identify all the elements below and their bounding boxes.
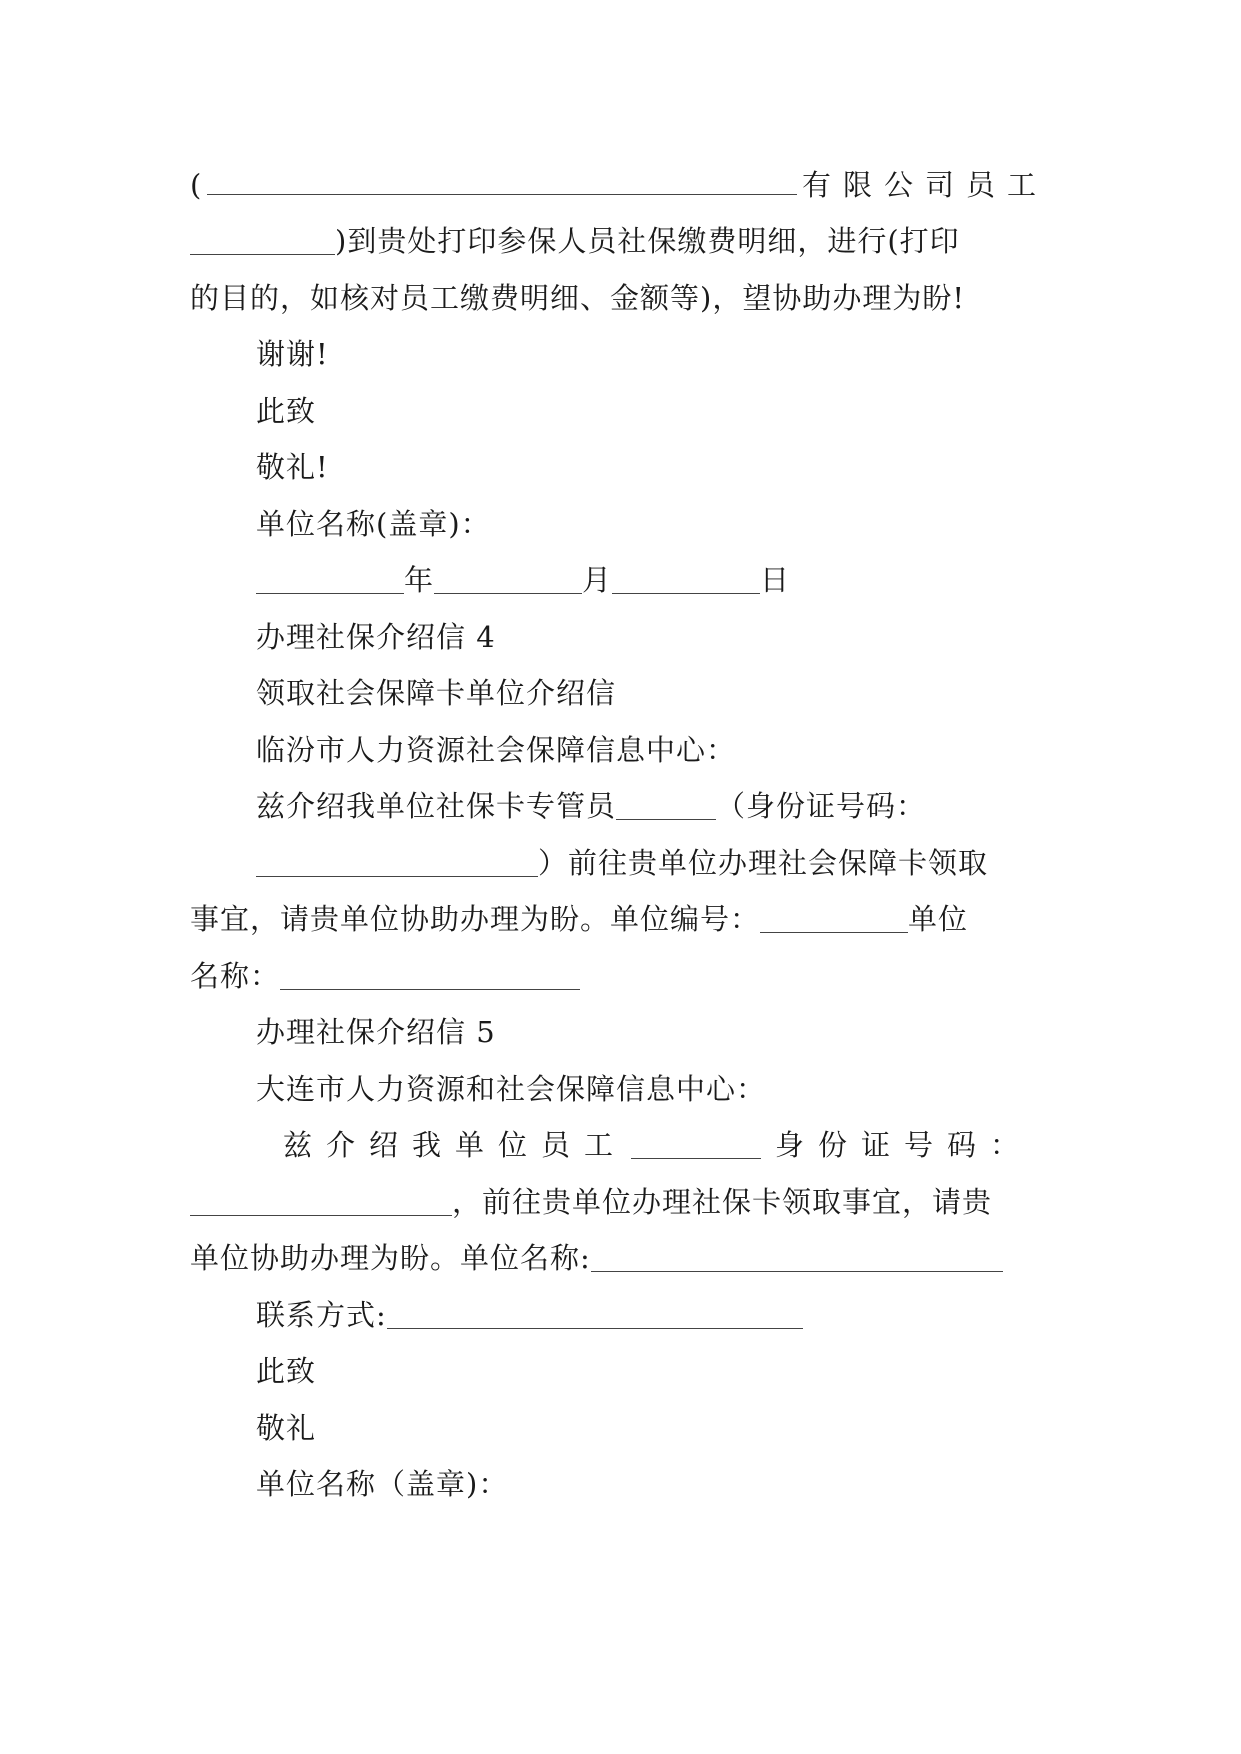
contact-blank <box>387 1298 803 1329</box>
unit-code-blank <box>760 902 908 933</box>
purpose-detail-text: 的目的，如核对员工缴费明细、金额等)，望协助办理为盼! <box>190 281 965 315</box>
letter-4-line-3 <box>190 897 1048 941</box>
letter-4-purpose-text: ）前往贵单位办理社会保障卡领取 <box>538 846 989 880</box>
open-paren: ( <box>190 168 203 202</box>
date-line <box>256 558 1048 602</box>
closing-salutation-1: 此致 <box>256 394 317 428</box>
day-label: 日 <box>760 563 791 597</box>
letter-5-line-3 <box>190 1236 1048 1280</box>
unit-seal-label-1: 单位名称(盖章)： <box>256 507 491 541</box>
letter-4-line-4 <box>190 954 1048 998</box>
company-suffix-text: 有限公司员工 <box>801 168 1048 202</box>
unit-name-label: 名称： <box>190 959 281 993</box>
letter-4-line-1 <box>256 784 1048 828</box>
letter-5-line-2 <box>190 1180 1048 1224</box>
letter-5-purpose-text: ，前往贵单位办理社保卡领取事宜，请贵 <box>452 1185 993 1219</box>
id-number-blank-2 <box>190 1185 452 1216</box>
closing-regards-1: 敬礼! <box>256 450 329 484</box>
contact-label: 联系方式: <box>256 1298 387 1332</box>
id-number-blank <box>256 846 538 877</box>
contact-line <box>256 1293 1048 1337</box>
unit-name-blank <box>280 959 580 990</box>
section-title-4: 办理社保介绍信 4 <box>256 620 496 654</box>
thanks-text: 谢谢! <box>256 337 329 371</box>
introduce-text: 兹介绍我单位社保卡专管员 <box>256 789 617 823</box>
letter-5-line-1 <box>283 1123 1048 1167</box>
purpose-text: )到贵处打印参保人员社保缴费明细，进行(打印 <box>335 224 960 258</box>
letter-4-title: 领取社会保障卡单位介绍信 <box>256 676 617 710</box>
year-label: 年 <box>404 563 435 597</box>
unit-name-blank-2 <box>591 1241 1003 1272</box>
section-title-5: 办理社保介绍信 5 <box>256 1015 496 1049</box>
closing-salutation-2: 此致 <box>256 1354 317 1388</box>
unit-name-label-2: 单位协助办理为盼。单位名称: <box>190 1241 591 1275</box>
letter-5-recipient: 大连市人力资源和社会保障信息中心： <box>256 1072 767 1106</box>
day-blank <box>612 563 760 594</box>
employee-intro-text: 兹介绍我单位员工 <box>283 1128 628 1162</box>
month-blank <box>434 563 582 594</box>
manager-name-blank <box>616 789 716 820</box>
id-label-text: （身份证号码： <box>716 789 927 823</box>
month-label: 月 <box>582 563 613 597</box>
closing-regards-2: 敬礼 <box>256 1411 317 1445</box>
letter-4-recipient: 临汾市人力资源社会保障信息中心： <box>256 733 737 767</box>
company-name-blank <box>207 164 797 195</box>
unit-code-label: 事宜，请贵单位协助办理为盼。单位编号： <box>190 902 761 936</box>
paragraph-line-1 <box>190 163 1048 207</box>
letter-4-line-2 <box>256 841 1048 885</box>
employee-name-blank <box>190 224 335 255</box>
id-number-label: 身份证号码： <box>775 1128 1034 1162</box>
unit-label-text: 单位 <box>908 902 969 936</box>
year-blank <box>256 563 404 594</box>
employee-name-blank-2 <box>631 1128 761 1159</box>
paragraph-line-3 <box>190 276 1048 320</box>
paragraph-line-2 <box>190 219 1048 263</box>
unit-seal-label-2: 单位名称（盖章)： <box>256 1467 509 1501</box>
